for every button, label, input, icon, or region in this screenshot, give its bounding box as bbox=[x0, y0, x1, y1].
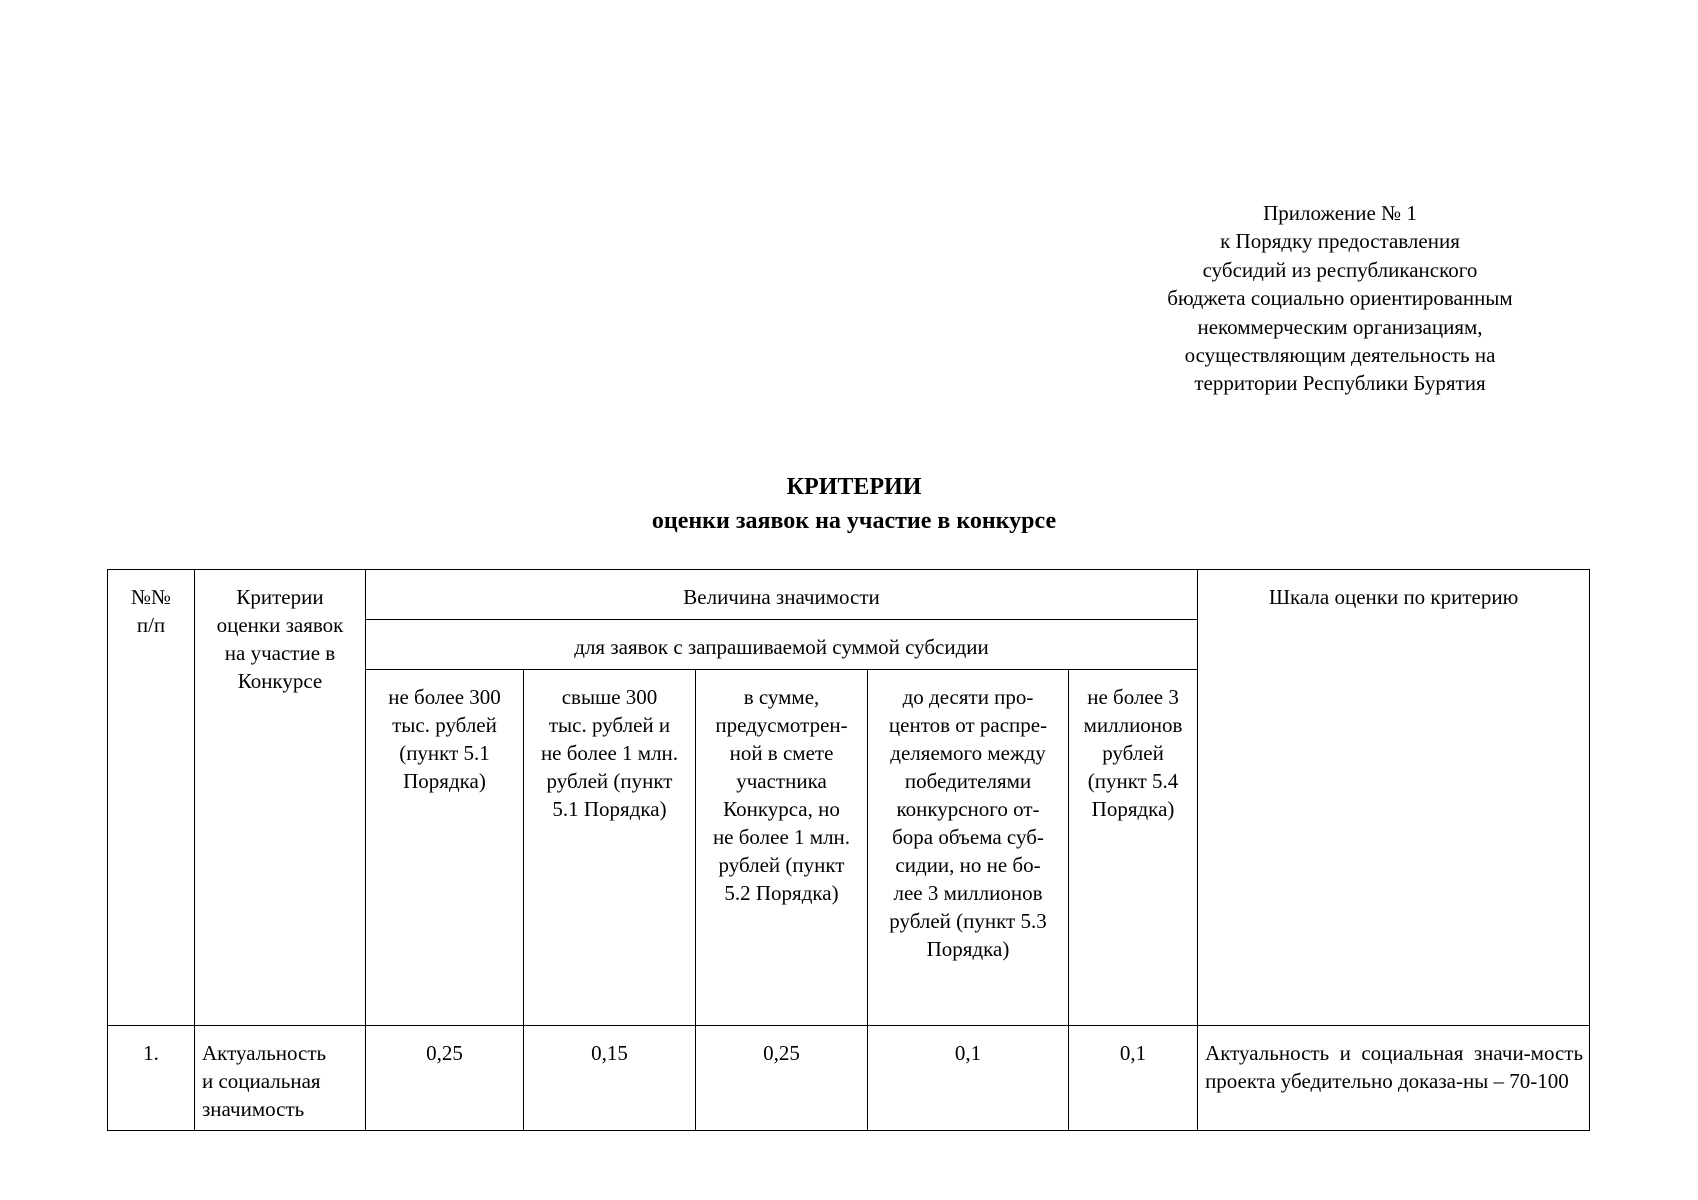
row-value: 0,25 bbox=[696, 1026, 868, 1131]
annex-line: бюджета социально ориентированным bbox=[1167, 286, 1513, 311]
annex-line: некоммерческим организациям, bbox=[1197, 314, 1483, 339]
header-col-amount: в сумме, предусмотрен- ной в смете участника Конкурса, но не более 1 млн. рублей (пункт 5.2 Порядка) bbox=[696, 670, 868, 1026]
row-value: 0,15 bbox=[524, 1026, 696, 1131]
header-significance: Величина значимости bbox=[366, 570, 1198, 620]
header-col-amount: не более 300 тыс. рублей (пункт 5.1 Порядка) bbox=[366, 670, 524, 1026]
table-row bbox=[108, 1026, 1590, 1131]
row-criterion: Актуальность и социальная значимость bbox=[195, 1026, 366, 1131]
row-value: 0,1 bbox=[1069, 1026, 1198, 1131]
annex-line: Приложение № 1 bbox=[1263, 201, 1417, 225]
annex-line: территории Республики Бурятия bbox=[1194, 371, 1486, 396]
header-subsidy-group: для заявок с запрашиваемой суммой субсидии bbox=[366, 620, 1198, 670]
document-title bbox=[0, 470, 1698, 538]
header-row bbox=[108, 570, 1590, 620]
annex-header bbox=[1110, 199, 1570, 398]
header-col-amount: до десяти про- центов от распре- деляемого между победителями конкурсного от- бора объема суб- сидии, но не бо- лее 3 миллионов рублей (пункт 5.3 Порядка) bbox=[868, 670, 1069, 1026]
row-num: 1. bbox=[108, 1026, 195, 1131]
title-main: КРИТЕРИИ bbox=[786, 474, 922, 500]
header-col-amount: свыше 300 тыс. рублей и не более 1 млн. рублей (пункт 5.1 Порядка) bbox=[524, 670, 696, 1026]
row-value: 0,25 bbox=[366, 1026, 524, 1131]
row-scale: Актуальность и социальная значи-мость проекта убедительно доказа-ны – 70-100 bbox=[1198, 1026, 1590, 1131]
criteria-table bbox=[107, 569, 1590, 1131]
annex-line: субсидий из республиканского bbox=[1202, 257, 1478, 282]
header-scale: Шкала оценки по критерию bbox=[1198, 570, 1590, 1026]
title-subtitle: оценки заявок на участие в конкурсе bbox=[651, 508, 1057, 534]
header-col-amount: не более 3 миллионов рублей (пункт 5.4 Порядка) bbox=[1069, 670, 1198, 1026]
header-num: №№ п/п bbox=[108, 570, 195, 1026]
annex-line: к Порядку предоставления bbox=[1220, 229, 1460, 254]
row-value: 0,1 bbox=[868, 1026, 1069, 1131]
annex-line: осуществляющим деятельность на bbox=[1184, 343, 1496, 368]
header-criteria: Критерии оценки заявок на участие в Конкурсе bbox=[195, 570, 366, 1026]
